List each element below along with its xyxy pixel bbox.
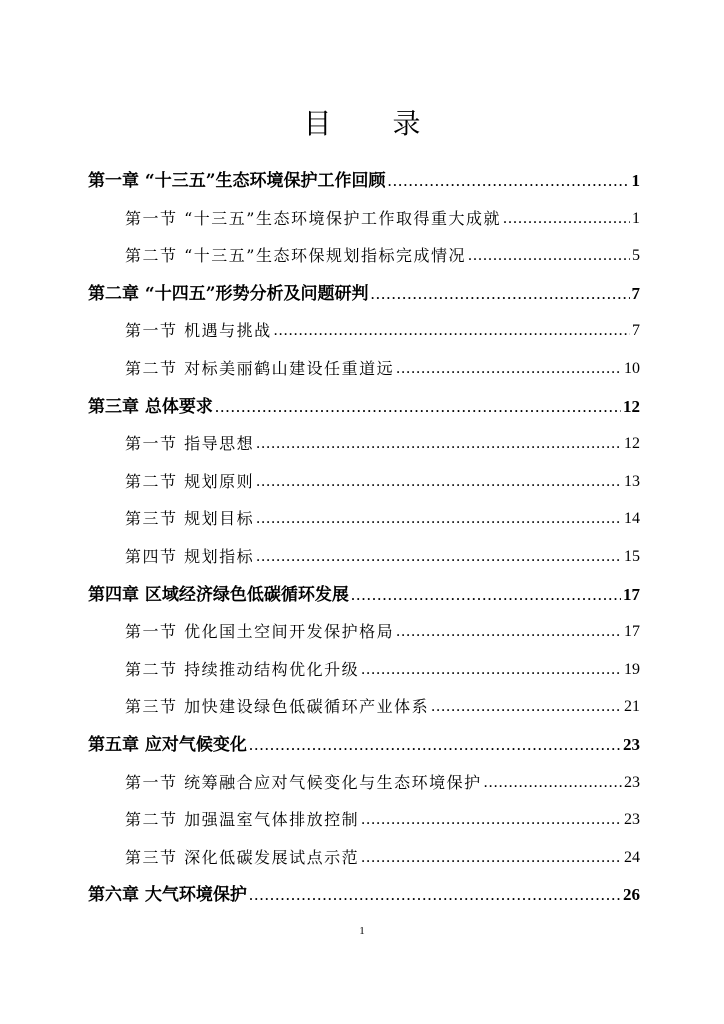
toc-leader-dots bbox=[249, 883, 621, 907]
toc-leader-dots bbox=[256, 507, 622, 531]
toc-entry-label: 第三章 总体要求 bbox=[88, 397, 213, 417]
toc-section-entry[interactable] bbox=[125, 620, 640, 644]
toc-entry-label: 第六章 大气环境保护 bbox=[88, 885, 247, 905]
toc-entry-label: 第四节 规划指标 bbox=[125, 547, 255, 566]
toc-entry-label: 第一节 “十三五”生态环境保护工作取得重大成就 bbox=[125, 209, 501, 228]
toc-entry-page: 12 bbox=[623, 397, 640, 416]
toc-entry-label: 第三节 规划目标 bbox=[125, 509, 255, 528]
toc-entry-page: 24 bbox=[624, 849, 640, 866]
toc-section-entry[interactable] bbox=[125, 695, 640, 719]
toc-entry-page: 5 bbox=[632, 247, 640, 264]
toc-section-entry[interactable] bbox=[125, 846, 640, 870]
toc-entry-label: 第三节 深化低碳发展试点示范 bbox=[125, 848, 360, 867]
toc-section-entry[interactable] bbox=[125, 432, 640, 456]
toc-section-entry[interactable] bbox=[125, 470, 640, 494]
toc-section-entry[interactable] bbox=[125, 658, 640, 682]
toc-leader-dots bbox=[274, 319, 630, 343]
toc-entry-page: 10 bbox=[624, 360, 640, 377]
toc-leader-dots bbox=[396, 620, 622, 644]
toc-entry-label: 第二章 “十四五”形势分析及问题研判 bbox=[88, 284, 369, 304]
toc-entry-page: 7 bbox=[632, 322, 640, 339]
toc-entry-page: 17 bbox=[623, 585, 640, 604]
toc-leader-dots bbox=[396, 357, 622, 381]
toc-entry-page: 7 bbox=[631, 284, 640, 303]
toc-entry-label: 第一节 统筹融合应对气候变化与生态环境保护 bbox=[125, 773, 482, 792]
toc-entry-page: 12 bbox=[624, 435, 640, 452]
toc-leader-dots bbox=[256, 545, 622, 569]
toc-entry-page: 15 bbox=[624, 548, 640, 565]
toc-chapter-entry[interactable] bbox=[88, 169, 640, 193]
toc-leader-dots bbox=[215, 395, 621, 419]
toc-entry-page: 13 bbox=[624, 473, 640, 490]
toc-chapter-entry[interactable] bbox=[88, 883, 640, 907]
toc-section-entry[interactable] bbox=[125, 808, 640, 832]
toc-leader-dots bbox=[249, 733, 621, 757]
toc-entry-label: 第二节 “十三五”生态环保规划指标完成情况 bbox=[125, 246, 466, 265]
toc-leader-dots bbox=[361, 658, 622, 682]
toc-entry-page: 1 bbox=[632, 210, 640, 227]
toc-entry-label: 第二节 加强温室气体排放控制 bbox=[125, 810, 360, 829]
toc-entry-page: 23 bbox=[623, 735, 640, 754]
toc-leader-dots bbox=[361, 808, 622, 832]
toc-chapter-entry[interactable] bbox=[88, 395, 640, 419]
toc-leader-dots bbox=[256, 432, 622, 456]
toc-section-entry[interactable] bbox=[125, 319, 640, 343]
toc-entry-page: 17 bbox=[624, 623, 640, 640]
toc-entry-label: 第二节 对标美丽鹤山建设任重道远 bbox=[125, 359, 395, 378]
toc-leader-dots bbox=[503, 207, 630, 231]
toc-leader-dots bbox=[370, 282, 629, 306]
toc-entry-label: 第一节 机遇与挑战 bbox=[125, 321, 272, 340]
toc-entry-label: 第四章 区域经济绿色低碳循环发展 bbox=[88, 585, 349, 605]
toc-leader-dots bbox=[361, 846, 622, 870]
toc-chapter-entry[interactable] bbox=[88, 733, 640, 757]
toc-entry-label: 第二节 持续推动结构优化升级 bbox=[125, 660, 360, 679]
toc-entry-page: 1 bbox=[631, 171, 640, 190]
toc-chapter-entry[interactable] bbox=[88, 583, 640, 607]
toc-entry-page: 23 bbox=[624, 811, 640, 828]
toc-entry-page: 19 bbox=[624, 661, 640, 678]
toc-section-entry[interactable] bbox=[125, 207, 640, 231]
toc-leader-dots bbox=[387, 169, 629, 193]
toc-entry-page: 26 bbox=[623, 885, 640, 904]
toc-section-entry[interactable] bbox=[125, 357, 640, 381]
toc-section-entry[interactable] bbox=[125, 244, 640, 268]
toc-leader-dots bbox=[484, 771, 622, 795]
toc-leader-dots bbox=[431, 695, 622, 719]
toc-section-entry[interactable] bbox=[125, 507, 640, 531]
toc-entry-page: 23 bbox=[624, 774, 640, 791]
toc-entry-label: 第五章 应对气候变化 bbox=[88, 735, 247, 755]
toc-entry-page: 14 bbox=[624, 510, 640, 527]
toc-entry-label: 第三节 加快建设绿色低碳循环产业体系 bbox=[125, 697, 430, 716]
toc-section-entry[interactable] bbox=[125, 771, 640, 795]
toc-leader-dots bbox=[468, 244, 630, 268]
toc-entry-label: 第一节 指导思想 bbox=[125, 434, 255, 453]
toc-leader-dots bbox=[256, 470, 622, 494]
page-title: 目 录 bbox=[303, 107, 447, 140]
page-number: 1 bbox=[359, 925, 365, 937]
toc-entry-label: 第一章 “十三五”生态环境保护工作回顾 bbox=[88, 171, 386, 191]
toc-entry-label: 第一节 优化国土空间开发保护格局 bbox=[125, 622, 395, 641]
toc-chapter-entry[interactable] bbox=[88, 282, 640, 306]
toc-leader-dots bbox=[351, 583, 621, 607]
toc-section-entry[interactable] bbox=[125, 545, 640, 569]
toc-entry-page: 21 bbox=[624, 698, 640, 715]
toc-entry-label: 第二节 规划原则 bbox=[125, 472, 255, 491]
